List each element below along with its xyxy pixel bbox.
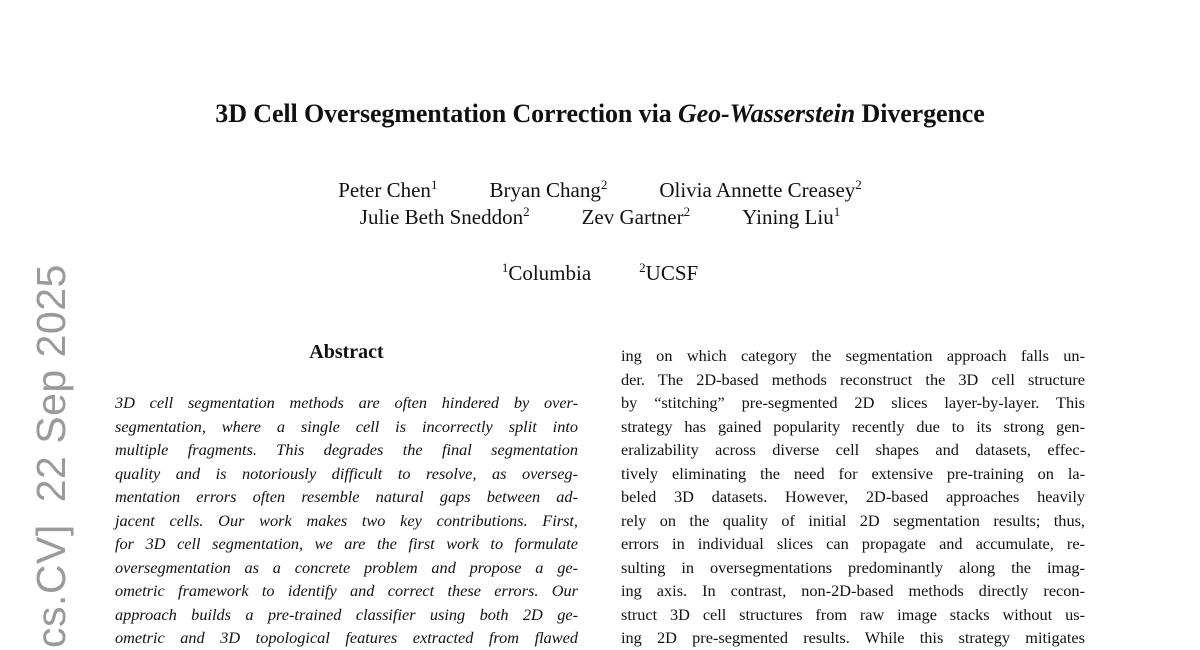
text-line: struct 3D cell structures from raw image stacks without us- (621, 604, 1085, 624)
author-name (742, 205, 840, 230)
text-line: sulting in oversegmentations predominantly along the imag- (621, 557, 1085, 577)
affiliation-number: 1 (501, 260, 509, 275)
text-line: approach builds a pre-trained classifier using both 2D ge- (115, 604, 578, 624)
text-line: ing on which category the segmentation approach falls un- (621, 346, 1085, 365)
author-name-text: Julie Beth Sneddon (359, 205, 524, 229)
text-line: strategy has gained popularity recently due to its strong gen- (621, 416, 1085, 436)
text-line: ometric framework to identify and correct these errors. Our (115, 581, 578, 600)
author-name-text: Bryan Chang (489, 178, 601, 202)
abstract-heading: Abstract (309, 341, 384, 363)
text-line: ometric and 3D topological features extracted from flawed (115, 628, 578, 647)
author-affiliation-mark: 2 (600, 177, 608, 192)
arxiv-category: cs.CV] (28, 524, 74, 648)
text-line: jacent cells. Our work makes two key contributions. First, (115, 510, 578, 530)
author-name (360, 205, 530, 230)
text-line: segmentation, where a single cell is incorrectly split into (115, 416, 578, 436)
text-line: ing axis. In contrast, non-2D-based methods directly recon- (621, 581, 1085, 600)
text-line: rely on the quality of initial 2D segmentation results; thus, (621, 510, 1085, 530)
abstract-body (115, 391, 578, 650)
text-line: 3D cell segmentation methods are often hindered by over- (115, 393, 578, 412)
text-line: ing 2D pre-segmented results. While this strategy mitigates (621, 628, 1085, 647)
paper-title (0, 99, 1200, 129)
author-list-row-1 (0, 178, 1200, 203)
text-line: beled 3D datasets. However, 2D-based approaches heavily (621, 487, 1085, 506)
author-affiliation-mark: 2 (683, 204, 691, 219)
author-affiliation-mark: 1 (833, 204, 841, 219)
arxiv-date: 22 Sep 2025 (28, 264, 74, 503)
affiliation (639, 261, 698, 286)
text-line: tively eliminating the need for extensive pre-training on la- (621, 463, 1085, 483)
text-line: errors in individual slices can propagate and accumulate, re- (621, 534, 1085, 553)
affiliation-name: UCSF (645, 261, 699, 285)
author-affiliation-mark: 2 (523, 204, 530, 219)
author-name (582, 205, 691, 230)
text-line: for 3D cell segmentation, we are the first work to formulate (115, 534, 578, 553)
text-line: quality and is notoriously difficult to resolve, as overseg- (115, 463, 578, 483)
text-line: by “stitching” pre-segmented 2D slices layer-by-layer. This (621, 393, 1085, 412)
affiliation (502, 261, 591, 286)
affiliation-number: 2 (639, 260, 646, 275)
author-affiliation-mark: 1 (430, 177, 438, 192)
title-text-italic: Geo-Wasserstein (678, 99, 856, 128)
author-name-text: Olivia Annette Creasey (659, 178, 856, 202)
author-name-text: Zev Gartner (581, 205, 684, 229)
title-text-1: 3D Cell Oversegmentation Correction via (215, 99, 678, 128)
text-line: eralizability across diverse cell shapes and datasets, effec- (621, 440, 1085, 459)
affiliation-list (0, 261, 1200, 286)
author-name-text: Peter Chen (338, 178, 431, 202)
title-text-2: Divergence (855, 99, 985, 128)
arxiv-identifier-stamp (28, 264, 75, 648)
text-line: multiple fragments. This degrades the final segmentation (115, 440, 578, 459)
author-list-row-2 (0, 205, 1200, 230)
text-line: oversegmentation as a concrete problem and propose a ge- (115, 557, 578, 577)
author-name (338, 178, 437, 203)
affiliation-name: Columbia (508, 261, 592, 285)
text-line: der. The 2D-based methods reconstruct the 3D cell structure (621, 369, 1085, 389)
right-column-body (621, 344, 1085, 650)
author-affiliation-mark: 2 (855, 177, 862, 192)
text-line: mentation errors often resemble natural gaps between ad- (115, 487, 578, 506)
author-name (659, 178, 861, 203)
author-name-text: Yining Liu (742, 205, 834, 229)
author-name (489, 178, 607, 203)
